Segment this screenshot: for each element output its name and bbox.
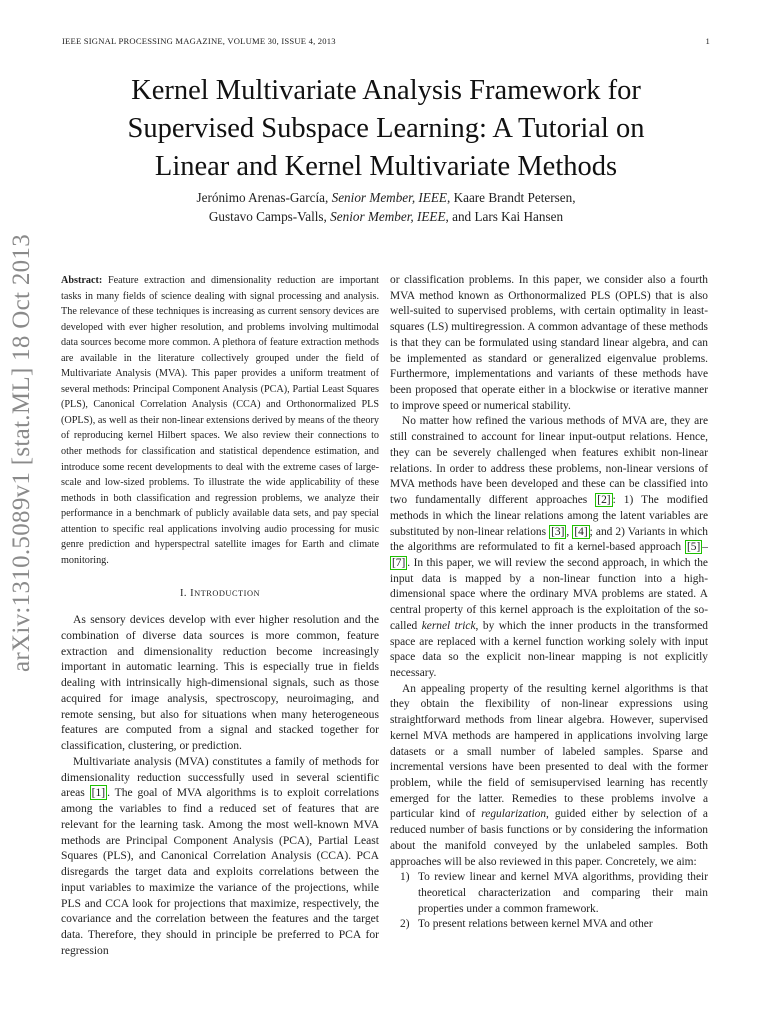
citation-link[interactable]: [5]	[687, 541, 701, 554]
emphasis: regularization	[481, 808, 547, 821]
citation-link[interactable]: [3]	[551, 525, 565, 538]
list-number: 2)	[400, 918, 410, 931]
author-role: Senior Member, IEEE	[331, 190, 447, 205]
arxiv-stamp: arXiv:1310.5089v1 [stat.ML] 18 Oct 2013	[8, 233, 35, 672]
author-name: , and Lars Kai Hansen	[445, 209, 564, 224]
emphasis: kernel trick	[421, 619, 476, 632]
page-number: 1	[705, 36, 710, 46]
citation-link[interactable]: [7]	[392, 556, 406, 569]
section-heading: I. INTRODUCTION	[179, 588, 261, 600]
citation-link[interactable]: [4]	[574, 525, 588, 538]
intro-paragraph-2	[61, 754, 379, 959]
left-column	[61, 273, 379, 959]
list-text: To present relations between kernel MVA and other	[418, 918, 653, 931]
text-run: . In this paper, we will review the second approach, in which the input data is mapped by a non-linear function into a high-dimensional space where the ordinary MVA problems are stated. A central property of this kernel approach is the exploitation of the so-called	[390, 556, 708, 632]
text-run: : 1) The modified methods in which the linear relations among the latent variables are substituted by non-linear relations	[390, 494, 708, 538]
list-text: To review linear and kernel MVA algorithms, providing their theoretical characterization and comparing their main properties under a common framework.	[418, 871, 708, 915]
author-name: Jerónimo Arenas-García,	[196, 190, 332, 205]
list-number: 1)	[400, 871, 410, 884]
text-run: No matter how refined the various methods of MVA are, they are still constrained to account for linear input-output relations. Hence, they can be severely challenged when features exhibit non-linear relations. In order to address these problems, non-linear versions of MVA methods have been developed and these can be classified into two fundamentally different approaches	[390, 415, 708, 507]
list-item	[390, 870, 708, 917]
text-run: ; and 2) Variants in which the algorithms are reformulated to fit a kernel-based approach	[390, 525, 708, 554]
text-run: , guided either by selection of a reduced number of basis functions or by considering the information about the manifold conveyed by the unlabeled samples. Both approaches will be also reviewed in this paper. Concretely, we aim:	[390, 808, 708, 868]
text-run: . The goal of MVA algorithms is to exploit correlations among the variables to find a reduced set of features that are relevant for the learning task. Among the most well-known MVA methods are Principal Component Analysis (PCA), Partial Least Squares (PLS), and Canonical Correlation Analysis (CCA). PCA disregards the target data and exploits correlations between the input variables to maximize the variance of the projections, while PLS and CCA look for projections that maximize, respectively, the covariance and the correlation between the features and the target data. Therefore, they should in principle be preferred to PCA for regression	[61, 786, 379, 957]
intro-paragraph-5	[390, 682, 708, 871]
text-run: ,	[566, 525, 573, 538]
author-line-2	[90, 207, 682, 226]
abstract-text: Feature extraction and dimensionality reduction are important tasks in many fields of science dealing with signal processing and analysis. The relevance of these techniques is increasing as current sensory devices are developed with ever higher resolution, and problems involving multimodal data sources become more common. A plethora of feature extraction methods are available in the literature collectively grouped under the field of Multivariate Analysis (MVA). This paper provides a uniform treatment of several methods: Principal Component Analysis (PCA), Partial Least Squares (PLS), Canonical Correlation Analysis (CCA) and Orthonormalized PLS (OPLS), as well as their non-linear extensions derived by means of the theory of reproducing kernel Hilbert spaces. We also review their connections to other methods for classification and statistical dependence estimation, and introduce some recent developments to deal with the extreme cases of large-scale and low-sized problems. To illustrate the wide applicability of these methods in both classification and regression problems, we analyze their performance in a benchmark of publicly available data sets, and pay special attention to specific real applications involving audio processing for music genre prediction and hyperspectral satellite images for Earth and climate monitoring.	[61, 275, 379, 566]
paper-title	[80, 72, 692, 186]
abstract-label: Abstract:	[61, 275, 103, 286]
title-line-2: Supervised Subspace Learning: A Tutorial on	[127, 113, 645, 144]
abstract	[61, 273, 379, 568]
text-run: –	[702, 541, 708, 554]
text-run: An appealing property of the resulting kernel algorithms is that they obtain the flexibility of non-linear expressions using straightforward methods from linear algebra. However, supervised kernel MVA methods are hampered in applications involving large datasets or a small number of labeled samples. Sparse and incremental versions have been presented to deal with the former problem, while the field of semisupervised learning has recently emerged for the latter. Remedies to these problems involve a particular kind of	[390, 682, 708, 821]
intro-paragraph-3: or classification problems. In this paper, we consider also a fourth MVA method known as Orthonormalized PLS (OPLS) that is also well-suited to supervised problems, with certain optimality in least-squares (LS) multiregression. A common advantage of these methods is that they can be formulated using standard linear algebra, and can be implemented as standard or generalized eigenvalue problems. Furthermore, implementations and variants of these methods have been proposed that operate either in a blockwise or iterative manner to improve speed or numerical stability.	[390, 274, 708, 412]
author-list	[90, 188, 682, 226]
author-name: Gustavo Camps-Valls,	[208, 209, 331, 224]
author-line-1	[90, 188, 682, 207]
right-column	[390, 273, 708, 933]
intro-paragraph-1: As sensory devices develop with ever higher resolution and the combination of diverse data sources is more common, feature extraction and dimensionality reduction become increasingly important in automatic learning. This is especially true in fields dealing with intrinsically high-dimensional signals, such as those acquired for image analysis, spectroscopy, neuroimaging, and remote sensing, but also for situations when many heterogeneous features are computed from a signal and stacked together for classification, clustering, or prediction.	[61, 613, 379, 753]
citation-link[interactable]: [2]	[597, 494, 611, 507]
title-line-1: Kernel Multivariate Analysis Framework for	[131, 75, 641, 106]
journal-line: IEEE SIGNAL PROCESSING MAGAZINE, VOLUME 30, ISSUE 4, 2013	[62, 36, 336, 46]
aims-list	[390, 870, 708, 933]
list-item	[390, 917, 708, 933]
text-run: , by which the inner products in the transformed space are replaced with a kernel function working solely with input space data so the explicit non-linear mapping is not explicitly necessary.	[390, 619, 708, 679]
running-head	[62, 36, 710, 46]
title-line-3: Linear and Kernel Multivariate Methods	[154, 151, 618, 182]
text-run: Multivariate analysis (MVA) constitutes a family of methods for dimensionality reduction successfully used in several scientific areas	[61, 754, 379, 800]
citation-link[interactable]: [1]	[91, 786, 106, 800]
author-role: Senior Member, IEEE	[330, 209, 446, 224]
author-name: , Kaare Brandt Petersen,	[446, 190, 576, 205]
intro-paragraph-4	[390, 414, 708, 681]
